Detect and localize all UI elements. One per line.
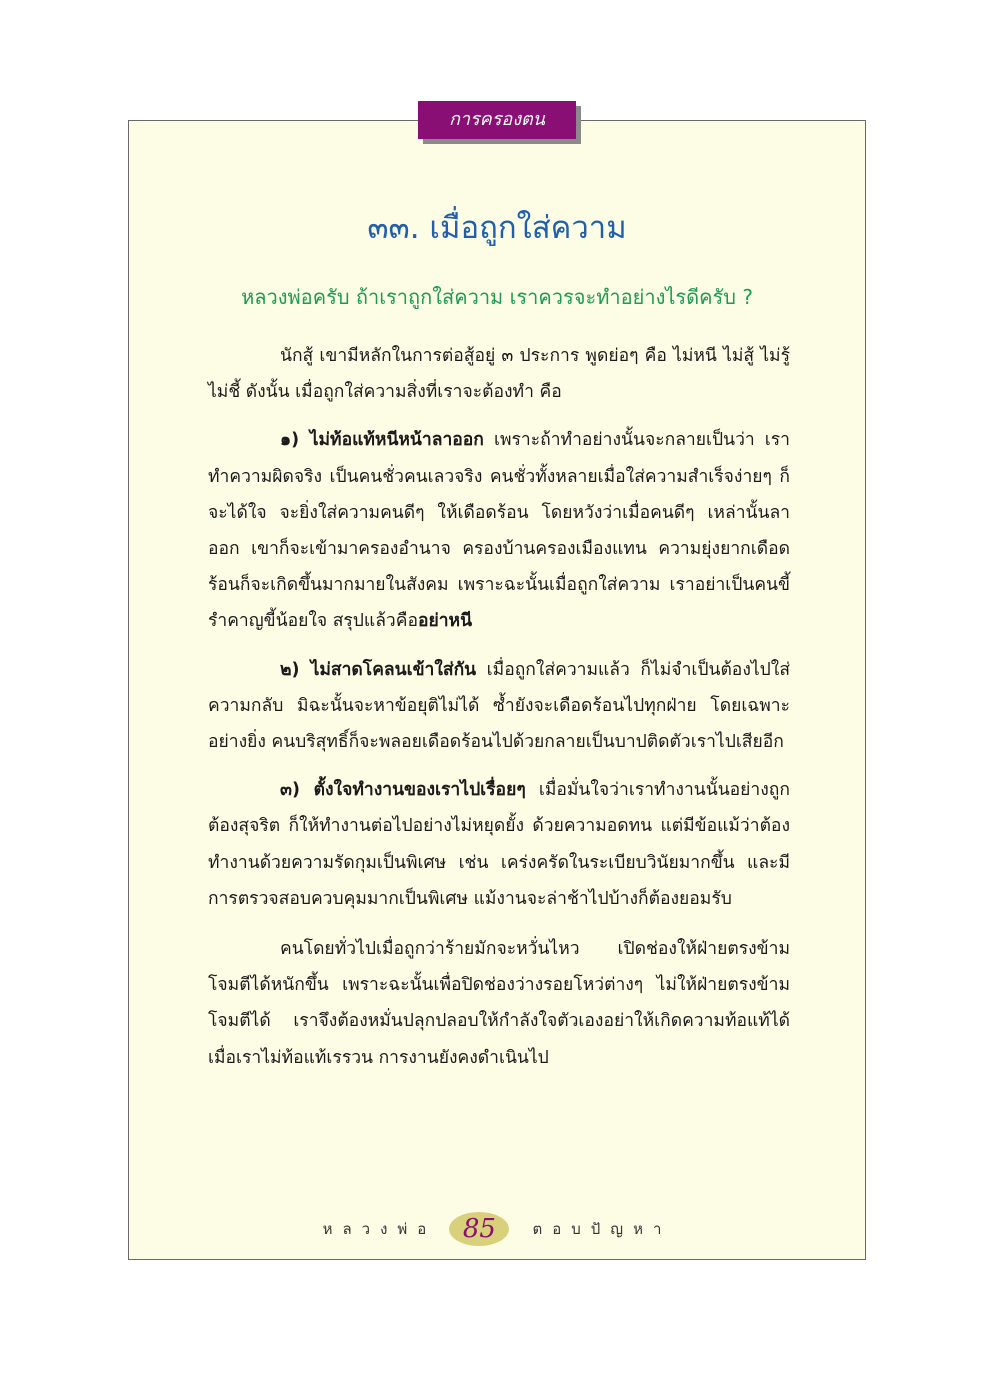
paragraph-intro: นักสู้ เขามีหลักในการต่อสู้อยู่ ๓ ประการ พูดย่อๆ คือ ไม่หนี ไม่สู้ ไม่รู้ไม่ชี้ ดังนั้น เมื่อถูกใส่ความสิ่งที่เราจะต้องทำ คือ — [208, 346, 790, 403]
page-footer — [128, 1212, 866, 1252]
footer-book-title-right: ตอบปัญหา — [532, 1220, 672, 1238]
footer-book-title-left: หลวงพ่อ — [322, 1220, 437, 1238]
paragraph-point-3 — [208, 772, 790, 917]
paragraph-closing: คนโดยทั่วไปเมื่อถูกว่าร้ายมักจะหวั่นไหว เปิดช่องให้ฝ่ายตรงข้ามโจมตีได้หนักขึ้น เพราะฉะนั้นเพื่อปิดช่องว่างรอยโหว่ต่างๆ ไม่ให้ฝ่ายตรงข้ามโจมตีได้ เราจึงต้องหมั่นปลุกปลอบให้กำลังใจตัวเองอย่าให้เกิดความท้อแท้ได้ เมื่อเราไม่ท้อแท้เรรวน การงานยังคงดำเนินไป — [208, 939, 790, 1068]
point-1-conclusion: อย่าหนี — [417, 611, 473, 632]
point-1-text: เพราะถ้าทำอย่างนั้นจะกลายเป็นว่า เราทำความผิดจริง เป็นคนชั่วคนเลวจริง คนชั่วทั้งหลายเมื่อใส่ความสำเร็จง่ายๆ ก็จะได้ใจ จะยิ่งใส่ความคนดีๆ ให้เดือดร้อน โดยหวังว่าเมื่อคนดีๆ เหล่านั้นลาออก เขาก็จะเข้ามาครองอำนาจ ครองบ้านครองเมืองแทน ความยุ่งยากเดือดร้อนก็จะเกิดขึ้นมากมายในสังคม เพราะฉะนั้นเมื่อถูกใส่ความ เราอย่าเป็นคนขี้รำคาญขี้น้อยใจ สรุปแล้วคือ — [208, 430, 790, 632]
chapter-title: ๓๓. เมื่อถูกใส่ความ — [367, 210, 627, 246]
article-body — [208, 338, 790, 1088]
section-tab: การครองตน — [418, 101, 576, 139]
point-3-text: เมื่อมั่นใจว่าเราทำงานนั้นอย่างถูกต้องสุจริต ก็ให้ทำงานต่อไปอย่างไม่หยุดยั้ง ด้วยความอดทน แต่มีข้อแม้ว่าต้องทำงานด้วยความรัดกุมเป็นพิเศษ เช่น เคร่งครัดในระเบียบวินัยมากขึ้น และมีการตรวจสอบควบคุมมากเป็นพิเศษ แม้งานจะล่าช้าไปบ้างก็ต้องยอมรับ — [208, 780, 790, 909]
point-3-heading: ๓) ตั้งใจทำงานของเราไปเรื่อยๆ — [280, 780, 526, 801]
paragraph-point-2 — [208, 652, 790, 761]
page-number: 85 — [449, 1212, 509, 1246]
paragraph-point-1 — [208, 422, 790, 639]
point-2-text: เมื่อถูกใส่ความแล้ว ก็ไม่จำเป็นต้องไปใส่ความกลับ มิฉะนั้นจะหาข้อยุติไม่ได้ ซ้ำยังจะเดือดร้อนไปทุกฝ่าย โดยเฉพาะอย่างยิ่ง คนบริสุทธิ์ก็จะพลอยเดือดร้อนไปด้วยกลายเป็นบาปติดตัวเราไปเสียอีก — [208, 659, 791, 753]
point-2-heading: ๒) ไม่สาดโคลนเข้าใส่กัน — [280, 659, 477, 680]
question-heading: หลวงพ่อครับ ถ้าเราถูกใส่ความ เราควรจะทำอย่างไรดีครับ ? — [241, 285, 753, 309]
point-1-heading: ๑) ไม่ท้อแท้หนีหน้าลาออก — [280, 430, 484, 451]
